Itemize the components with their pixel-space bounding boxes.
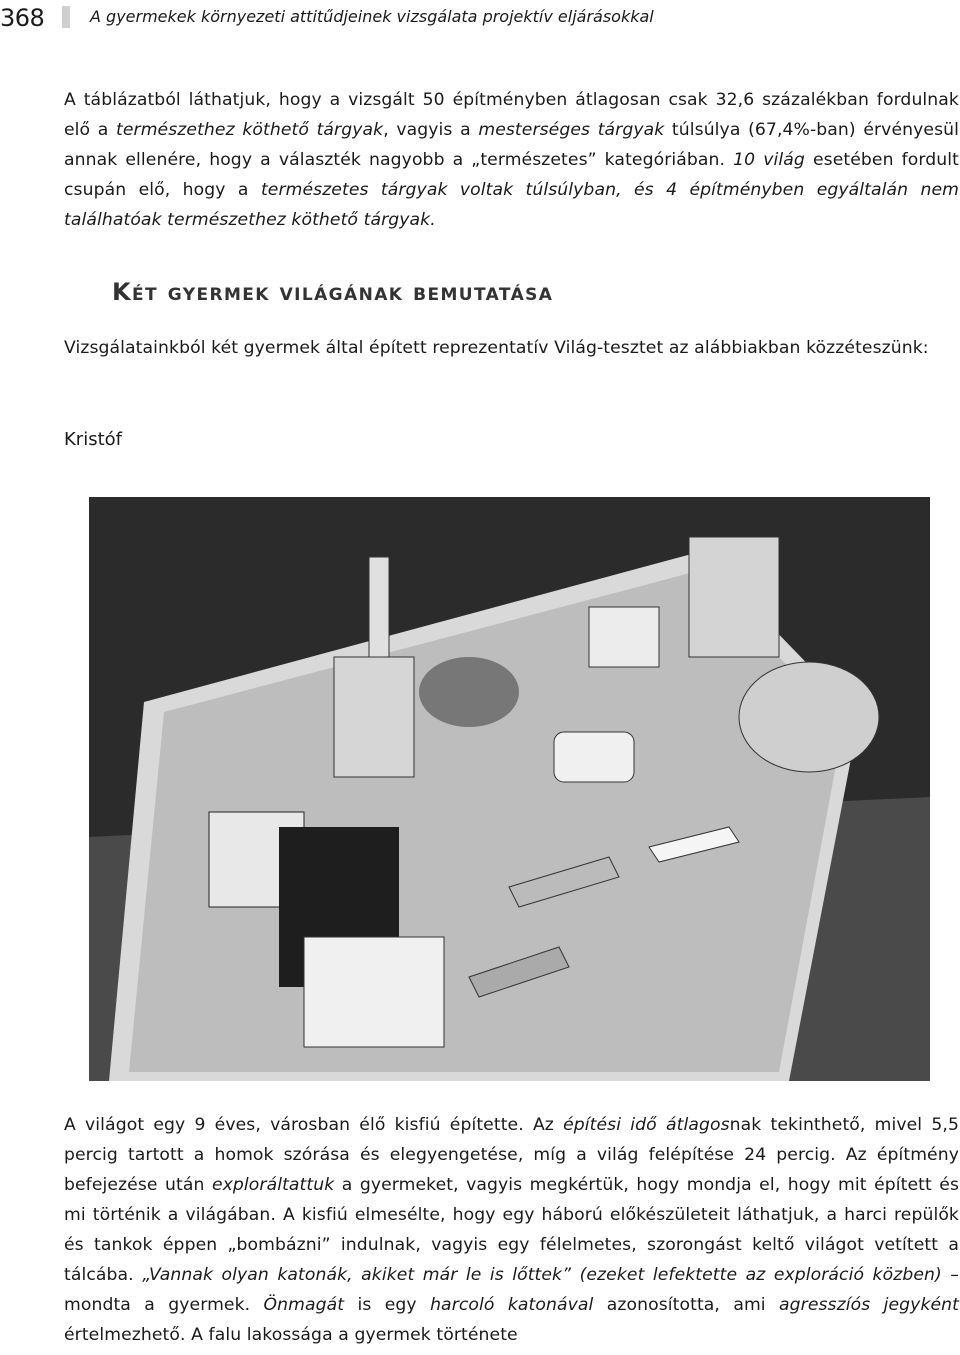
paragraph3-run-12: értelmezhető. A falu lakossága a gyermek története [64, 1325, 518, 1345]
paragraph3-run-5: „Vannak olyan katonák, akiket már le is lőttek” (ezeket lefektette az exploráció közben) [142, 1265, 942, 1285]
paragraph1-run-4: túlsúlya (67,4%-ban) érvényesül annak ellenére, hogy a választék nagyobb a „természetes” kategóriában. [64, 120, 959, 170]
paragraph3-run-1: építési idő átlagos [563, 1115, 730, 1135]
header-divider-bar [62, 6, 70, 28]
castle [689, 537, 779, 657]
paragraph3-run-4: a gyermeket, vagyis megkértük, hogy mondja el, hogy mit épített és mi történik a világában. A kisfiú elmesélte, hogy egy háború előkészületeit láthatjuk, a harci repülők és tankok éppen „bombázni” indulnak, vagyis egy félelmetes, szorongást keltő világot vetített a tálcába. [64, 1175, 959, 1285]
paragraph1-run-5: 10 világ [733, 150, 805, 170]
paragraph3-run-7: Önmagát [263, 1295, 345, 1315]
paragraph3-run-2: nak tekinthető, mivel 5,5 percig tartott a homok szórása és elegyengetése, míg a világ felépítése 24 percig. Az építmény befejezése után [64, 1115, 959, 1195]
paragraph1-run-1: természethez köthető tárgyak [116, 120, 384, 140]
paragraph1-run-2: , vagyis a [383, 120, 479, 140]
running-header [0, 0, 960, 40]
paragraph1-run-0: A táblázatból láthatjuk, hogy a vizsgált 50 építményben átlagosan csak 32,6 százalékban fordulnak elő a [64, 90, 959, 140]
paragraph3-run-10: azonosította, ami [593, 1295, 780, 1315]
paragraph3-run-8: is egy [344, 1295, 431, 1315]
sandtray-world-photo [89, 497, 930, 1081]
running-title: A gyermekek környezeti attitűdjeinek vizsgálata projektív eljárásokkal [90, 7, 654, 26]
paragraph3-run-6: – mondta a gyermek. [64, 1265, 959, 1315]
section-heading: Két gyermek világának bemutatása [112, 278, 554, 306]
paragraph-table-summary [64, 85, 959, 235]
paragraph1-run-6: esetében fordult csupán elő, hogy a [64, 150, 959, 200]
paragraph-kristof-description [64, 1110, 959, 1350]
paragraph1-run-7: természetes tárgyak voltak túlsúlyban, és 4 építményben egyáltalán nem találhatóak természethez köthető tárgyak. [64, 180, 959, 230]
church-building [304, 937, 444, 1047]
paragraph-intro: Vizsgálatainkból két gyermek által épített reprezentatív Világ-tesztet az alábbiakban közzéteszünk: [64, 338, 929, 358]
tower [369, 557, 389, 657]
tall-building [334, 657, 414, 777]
paragraph3-run-3: exploráltattuk [211, 1175, 335, 1195]
paragraph3-run-11: agresszíós jegyként [779, 1295, 960, 1315]
paragraph3-run-9: harcoló katonával [430, 1295, 594, 1315]
child-name-heading: Kristóf [64, 429, 122, 450]
house [589, 607, 659, 667]
tunnel [739, 662, 879, 772]
covered-wagon [554, 732, 634, 782]
paragraph1-run-3: mesterséges tárgyak [478, 120, 665, 140]
page-number: 368 [0, 4, 45, 32]
dome [419, 657, 519, 727]
paragraph3-run-0: A világot egy 9 éves, városban élő kisfiú építette. Az [64, 1115, 564, 1135]
sandtray-photo-illustration [89, 497, 930, 1081]
